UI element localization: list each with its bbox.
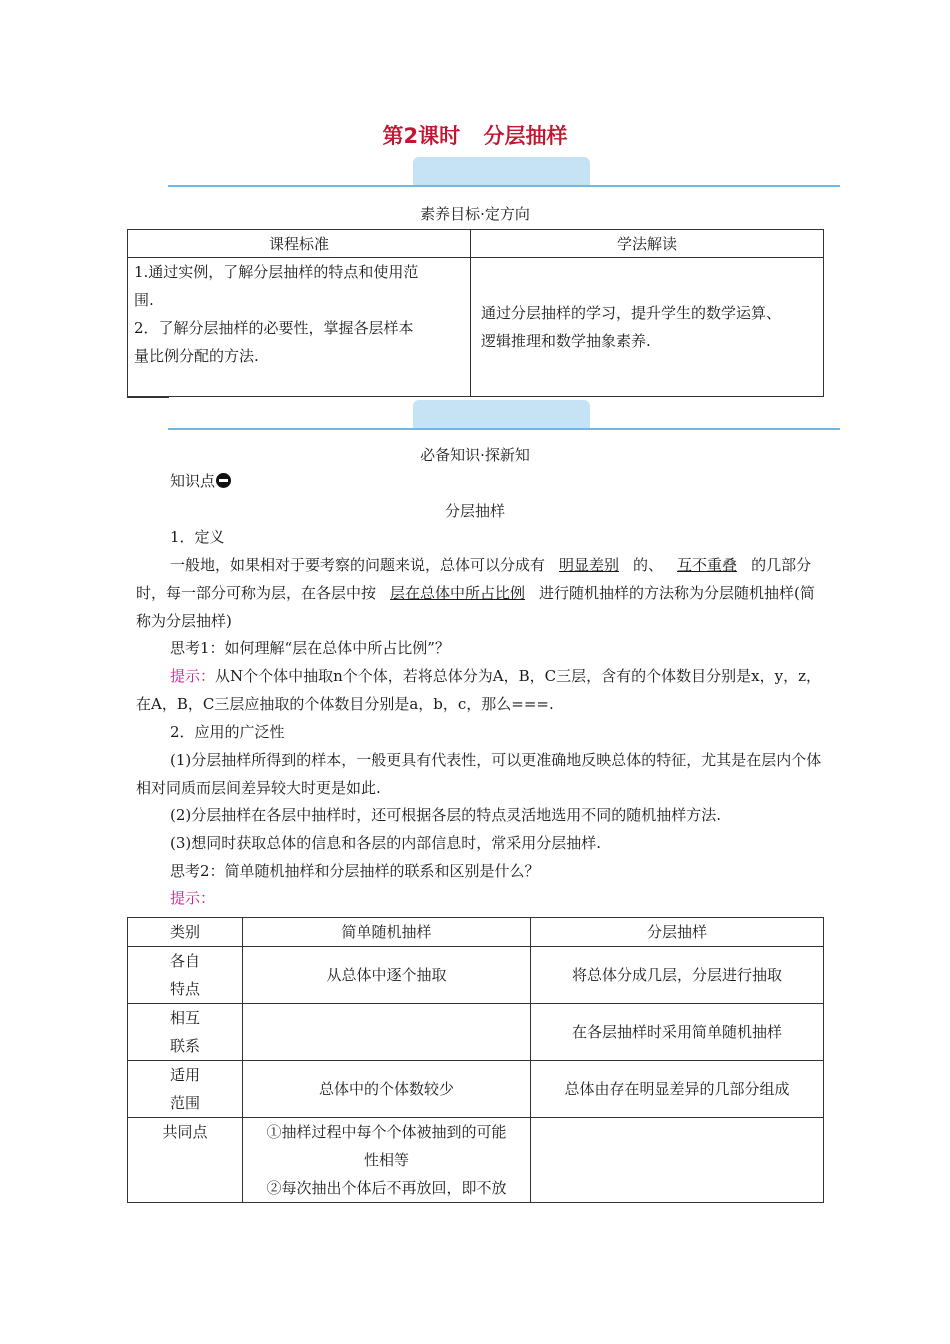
blank-answer-2: 互不重叠 bbox=[677, 556, 738, 574]
scope-simple: 总体中的个体数较少 bbox=[243, 1061, 531, 1118]
hint-2-label: 提示： bbox=[170, 889, 216, 907]
table-tail-rule bbox=[127, 397, 169, 398]
standard-cell bbox=[128, 258, 471, 397]
lesson-topic: 分层抽样 bbox=[483, 124, 568, 148]
row-label-relation: 相互 联系 bbox=[128, 1004, 243, 1061]
hint-1: 提示：从N个个体中抽取n个个体，若将总体分为A，B，C三层，含有的个体数目分别是x，y，z，在A，B，C三层应抽取的个体数目分别是a，b，c，那么===. bbox=[136, 667, 821, 713]
blank-answer-1: 明显差别 bbox=[559, 556, 620, 574]
features-stratified: 将总体分成几层，分层进行抽取 bbox=[531, 947, 824, 1004]
standard-line: 1.通过实例，了解分层抽样的特点和使用范 bbox=[134, 263, 419, 281]
definition-heading: 1．定义 bbox=[170, 528, 225, 546]
method-cell bbox=[471, 258, 824, 397]
section-banner-1 bbox=[168, 157, 840, 187]
hint-label: 提示： bbox=[170, 667, 216, 685]
row-label-features: 各自 特点 bbox=[128, 947, 243, 1004]
comparison-table bbox=[127, 917, 824, 1203]
knowledge-title: 分层抽样 bbox=[444, 502, 505, 520]
banner-tab bbox=[413, 400, 590, 428]
application-item-1: (1)分层抽样所得到的样本，一般更具有代表性，可以更准确地反映总体的特征，尤其是在层内个体相对同质而层间差异较大时更是如此. bbox=[136, 751, 822, 797]
row-label-common: 共同点 bbox=[128, 1118, 243, 1203]
objectives-table bbox=[127, 229, 824, 397]
features-simple: 从总体中逐个抽取 bbox=[243, 947, 531, 1004]
banner-tab bbox=[413, 157, 590, 185]
think-question-1: 思考1：如何理解“层在总体中所占比例”？ bbox=[170, 639, 450, 657]
compare-header-stratified: 分层抽样 bbox=[531, 918, 824, 947]
scope-stratified: 总体由存在明显差异的几部分组成 bbox=[531, 1061, 824, 1118]
method-line: 逻辑推理和数学抽象素养. bbox=[481, 332, 651, 350]
lesson-number: 第2课时 bbox=[382, 124, 461, 148]
common-empty bbox=[531, 1118, 824, 1203]
relation-simple bbox=[243, 1004, 531, 1061]
banner-line bbox=[168, 185, 840, 187]
standard-line: 2．了解分层抽样的必要性，掌握各层样本 bbox=[134, 319, 414, 337]
knowledge-point-label: 知识点 bbox=[170, 467, 860, 495]
section2-heading: 必备知识·探新知 bbox=[420, 446, 530, 464]
row-label-scope: 适用 范围 bbox=[128, 1061, 243, 1118]
application-heading: 2．应用的广泛性 bbox=[170, 723, 285, 741]
method-line: 通过分层抽样的学习，提升学生的数学运算、 bbox=[481, 304, 782, 322]
standard-line: 量比例分配的方法. bbox=[134, 347, 259, 365]
common-points: ①抽样过程中每个个体被抽到的可能 性相等 ②每次抽出个体后不再放回，即不放 bbox=[243, 1118, 531, 1203]
application-item-3: (3)想同时获取总体的信息和各层的内部信息时，常采用分层抽样. bbox=[170, 834, 602, 852]
blank-answer-3: 层在总体中所占比例 bbox=[390, 584, 526, 602]
standard-line: 围. bbox=[134, 291, 154, 309]
banner-line bbox=[168, 428, 840, 430]
think-question-2: 思考2：简单随机抽样和分层抽样的联系和区别是什么？ bbox=[170, 862, 540, 880]
definition-text: 一般地，如果相对于要考察的问题来说，总体可以分成有 明显差别 的、 互不重叠 的几部分时，每一部分可称为层，在各层中按 层在总体中所占比例 进行随机抽样的方法称为分层随机抽样(简称为分层抽样) bbox=[136, 556, 815, 630]
col-header-method: 学法解读 bbox=[471, 230, 824, 258]
col-header-standard: 课程标准 bbox=[128, 230, 471, 258]
number-one-icon bbox=[216, 473, 231, 488]
section-banner-2 bbox=[168, 400, 840, 430]
compare-header-simple: 简单随机抽样 bbox=[243, 918, 531, 947]
section1-heading: 素养目标·定方向 bbox=[420, 205, 530, 223]
application-item-2: (2)分层抽样在各层中抽样时，还可根据各层的特点灵活地选用不同的随机抽样方法. bbox=[170, 806, 722, 824]
page-title bbox=[0, 120, 950, 150]
relation-stratified: 在各层抽样时采用简单随机抽样 bbox=[531, 1004, 824, 1061]
compare-header-category: 类别 bbox=[128, 918, 243, 947]
